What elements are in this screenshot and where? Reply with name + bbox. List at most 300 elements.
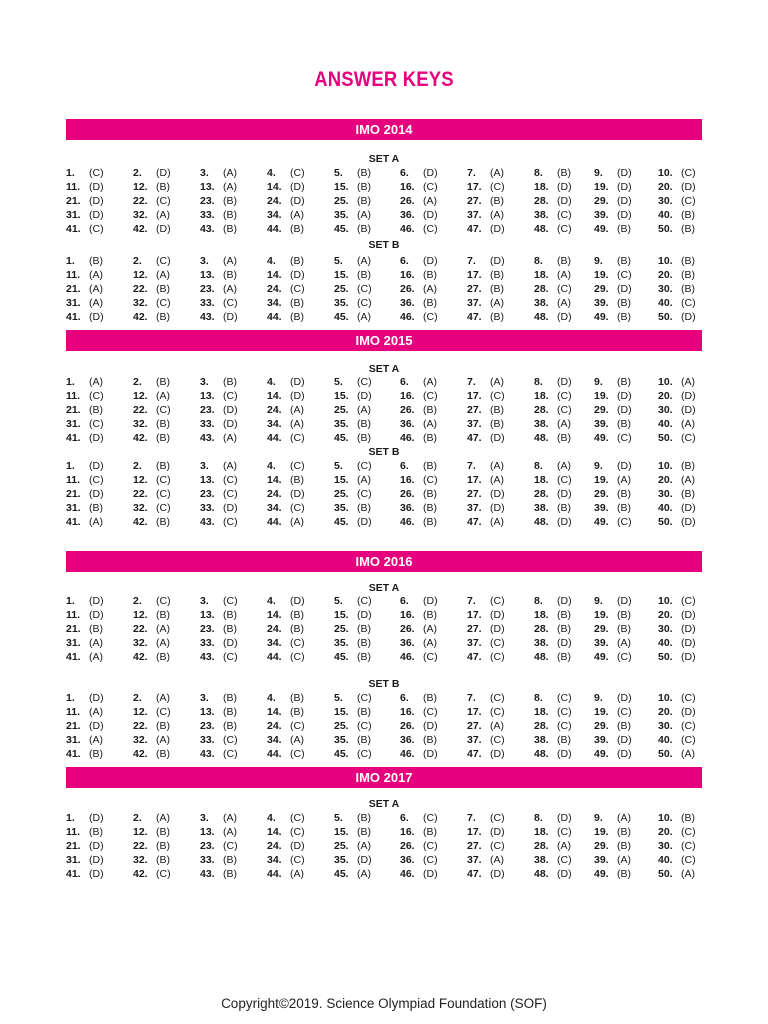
answer-item [594,389,632,403]
answer-item [133,282,170,296]
answer-option: (C) [89,474,104,486]
question-number: 24. [267,283,282,295]
answer-option: (B) [223,209,237,221]
answer-option: (D) [681,609,696,621]
answer-item [267,501,305,515]
answer-option: (B) [156,283,170,295]
answer-item [267,811,305,825]
question-number: 43. [200,432,215,444]
question-number: 42. [133,516,148,528]
answer-item [594,839,631,853]
question-number: 39. [594,209,609,221]
answer-option: (B) [423,609,437,621]
answer-item [267,473,304,487]
copyright-footer: Copyright©2019. Science Olympiad Foundation (SOF) [221,996,547,1011]
answer-item [200,650,238,664]
answer-option: (C) [290,651,305,663]
question-number: 16. [400,390,415,402]
answer-option: (D) [617,283,632,295]
question-number: 39. [594,734,609,746]
answer-option: (B) [156,181,170,193]
question-number: 43. [200,868,215,880]
answer-item [400,194,437,208]
answer-option: (C) [681,734,696,746]
answer-item [133,389,170,403]
question-number: 2. [133,167,142,179]
question-number: 35. [334,297,349,309]
question-number: 21. [66,840,81,852]
answer-item [594,282,632,296]
answer-item [467,194,504,208]
question-number: 46. [400,432,415,444]
question-number: 27. [467,488,482,500]
answer-item [267,403,304,417]
answer-item [400,515,437,529]
question-number: 30. [658,488,673,500]
answer-option: (D) [89,195,104,207]
answer-item [133,650,170,664]
answer-item [334,268,371,282]
question-number: 39. [594,637,609,649]
answer-option: (A) [290,868,304,880]
answer-item [467,431,505,445]
answer-item [200,208,237,222]
answer-item [267,691,304,705]
answer-item [200,719,237,733]
answer-item [534,650,571,664]
question-number: 11. [66,474,81,486]
answer-item [66,650,103,664]
question-number: 14. [267,609,282,621]
answer-item [334,310,371,324]
answer-item [334,431,371,445]
answer-option: (B) [617,609,631,621]
answer-item [658,375,695,389]
answer-option: (B) [89,404,103,416]
answer-item [66,733,103,747]
answer-item [658,853,696,867]
answer-option: (C) [223,734,238,746]
answer-item [594,650,632,664]
answer-item [658,268,695,282]
answer-option: (A) [681,748,695,760]
question-number: 41. [66,516,81,528]
question-number: 34. [267,854,282,866]
answer-item [66,459,104,473]
question-number: 44. [267,868,282,880]
question-number: 32. [133,418,148,430]
answer-option: (A) [156,734,170,746]
answer-option: (B) [290,692,304,704]
answer-item [534,811,572,825]
answer-option: (B) [423,297,437,309]
answer-option: (C) [681,720,696,732]
answer-option: (A) [290,516,304,528]
answer-item [467,254,505,268]
answer-item [200,487,238,501]
question-number: 40. [658,734,673,746]
question-number: 42. [133,651,148,663]
answer-option: (B) [490,311,504,323]
answer-item [534,473,572,487]
question-number: 7. [467,460,476,472]
answer-item [66,825,103,839]
answer-item [200,733,238,747]
question-number: 45. [334,311,349,323]
question-number: 36. [400,854,415,866]
answer-item [594,733,632,747]
answer-item [66,310,104,324]
answer-item [133,608,170,622]
answer-item [267,747,305,761]
answer-option: (D) [557,595,572,607]
answer-option: (B) [357,223,371,235]
question-number: 16. [400,474,415,486]
answer-item [334,636,371,650]
answer-option: (B) [290,255,304,267]
answer-option: (B) [423,460,437,472]
answer-item [200,691,237,705]
answer-item [200,296,238,310]
answer-item [400,719,438,733]
question-number: 12. [133,706,148,718]
answer-option: (B) [223,706,237,718]
answer-option: (D) [89,720,104,732]
answer-option: (C) [423,474,438,486]
answer-option: (B) [357,195,371,207]
answer-option: (D) [617,748,632,760]
answer-option: (A) [423,195,437,207]
answer-item [400,296,437,310]
answer-option: (C) [290,502,305,514]
answer-item [66,431,104,445]
question-number: 11. [66,609,81,621]
question-number: 50. [658,432,673,444]
answer-option: (B) [557,623,571,635]
answer-option: (D) [617,404,632,416]
question-number: 6. [400,255,409,267]
page-title: ANSWER KEYS [314,68,454,91]
answer-item [66,180,104,194]
question-number: 35. [334,734,349,746]
question-number: 38. [534,502,549,514]
answer-item [267,867,304,881]
answer-option: (A) [156,692,170,704]
answer-item [658,839,696,853]
question-number: 49. [594,868,609,880]
answer-item [133,208,170,222]
question-number: 11. [66,826,81,838]
answer-item [400,208,438,222]
question-number: 13. [200,474,215,486]
answer-item [133,705,171,719]
answer-item [200,811,237,825]
question-number: 23. [200,283,215,295]
answer-option: (C) [557,854,572,866]
question-number: 41. [66,651,81,663]
answer-option: (D) [357,390,372,402]
question-number: 3. [200,812,209,824]
answer-item [400,636,437,650]
answer-option: (C) [223,474,238,486]
answer-option: (D) [89,840,104,852]
answer-option: (A) [681,474,695,486]
question-number: 26. [400,404,415,416]
answer-option: (B) [557,651,571,663]
answer-item [594,811,631,825]
answer-item [66,853,104,867]
question-number: 31. [66,854,81,866]
answer-option: (C) [557,209,572,221]
answer-item [133,501,171,515]
answer-item [400,389,438,403]
question-number: 20. [658,390,673,402]
answer-option: (B) [223,868,237,880]
answer-option: (D) [490,255,505,267]
answer-option: (D) [290,595,305,607]
answer-item [594,166,632,180]
question-number: 9. [594,692,603,704]
answer-item [594,375,631,389]
answer-item [133,222,171,236]
answer-item [658,222,695,236]
question-number: 37. [467,734,482,746]
answer-option: (D) [89,609,104,621]
answer-item [267,594,305,608]
question-number: 14. [267,474,282,486]
answer-item [200,389,238,403]
answer-item [534,853,572,867]
answer-option: (B) [89,826,103,838]
answer-item [267,825,305,839]
answer-option: (A) [357,868,371,880]
answer-option: (D) [89,460,104,472]
question-number: 46. [400,868,415,880]
question-number: 34. [267,637,282,649]
answer-item [534,296,571,310]
answer-option: (D) [617,595,632,607]
question-number: 47. [467,868,482,880]
answer-item [594,608,631,622]
answer-option: (D) [156,167,171,179]
question-number: 32. [133,637,148,649]
answer-item [267,608,304,622]
answer-item [66,622,103,636]
question-number: 40. [658,854,673,866]
question-number: 21. [66,283,81,295]
answer-item [267,222,304,236]
question-number: 22. [133,720,148,732]
question-number: 21. [66,195,81,207]
answer-item [534,839,571,853]
answer-option: (A) [423,623,437,635]
question-number: 12. [133,474,148,486]
answer-option: (C) [490,595,505,607]
answer-option: (B) [223,609,237,621]
question-number: 36. [400,637,415,649]
answer-option: (C) [617,269,632,281]
answer-item [267,417,304,431]
answer-item [594,403,632,417]
answer-option: (D) [223,637,238,649]
answer-item [658,515,696,529]
question-number: 25. [334,404,349,416]
answer-item [133,719,170,733]
answer-option: (A) [156,637,170,649]
question-number: 33. [200,734,215,746]
answer-item [534,705,572,719]
question-number: 15. [334,706,349,718]
question-number: 14. [267,706,282,718]
question-number: 18. [534,474,549,486]
answer-item [400,733,437,747]
question-number: 2. [133,595,142,607]
answer-item [334,375,372,389]
answer-option: (C) [290,812,305,824]
answer-option: (A) [290,404,304,416]
answer-item [133,487,171,501]
answer-item [66,268,103,282]
answer-option: (B) [617,720,631,732]
answer-item [200,515,238,529]
set-label: SET A [368,153,400,165]
answer-item [334,194,371,208]
question-number: 37. [467,209,482,221]
question-number: 34. [267,502,282,514]
answer-item [66,282,103,296]
answer-option: (A) [490,474,504,486]
question-number: 31. [66,297,81,309]
answer-item [467,811,505,825]
question-number: 30. [658,720,673,732]
answer-item [200,194,237,208]
answer-option: (C) [423,390,438,402]
answer-item [334,733,371,747]
answer-item [534,208,572,222]
answer-option: (A) [423,418,437,430]
answer-option: (D) [490,223,505,235]
answer-option: (B) [290,609,304,621]
answer-item [267,705,304,719]
question-number: 10. [658,692,673,704]
answer-option: (B) [156,418,170,430]
answer-option: (A) [557,418,571,430]
answer-item [467,501,505,515]
set-label: SET A [368,363,400,375]
question-number: 28. [534,283,549,295]
question-number: 27. [467,840,482,852]
answer-option: (C) [423,812,438,824]
question-number: 28. [534,623,549,635]
answer-option: (D) [617,692,632,704]
answer-option: (C) [557,404,572,416]
answer-item [133,811,170,825]
question-number: 36. [400,297,415,309]
answer-option: (D) [490,868,505,880]
answer-item [467,389,505,403]
answer-item [400,622,437,636]
answer-item [594,825,631,839]
answer-option: (B) [223,720,237,732]
answer-item [66,608,104,622]
answer-item [200,417,238,431]
answer-option: (B) [357,502,371,514]
question-number: 23. [200,720,215,732]
question-number: 13. [200,390,215,402]
answer-option: (B) [357,812,371,824]
question-number: 50. [658,516,673,528]
answer-item [658,473,695,487]
question-number: 39. [594,297,609,309]
question-number: 44. [267,432,282,444]
question-number: 13. [200,609,215,621]
answer-option: (D) [89,692,104,704]
answer-item [594,194,632,208]
answer-option: (D) [557,376,572,388]
answer-option: (A) [223,812,237,824]
question-number: 5. [334,167,343,179]
answer-item [200,403,238,417]
question-number: 42. [133,223,148,235]
question-number: 22. [133,488,148,500]
question-number: 45. [334,516,349,528]
answer-option: (D) [423,209,438,221]
answer-item [594,310,631,324]
answer-item [467,473,504,487]
answer-item [200,825,237,839]
answer-item [658,310,696,324]
answer-item [133,254,171,268]
answer-item [200,166,237,180]
question-number: 11. [66,269,81,281]
question-number: 45. [334,748,349,760]
answer-item [467,310,504,324]
answer-option: (C) [557,223,572,235]
answer-option: (D) [557,748,572,760]
answer-item [467,268,504,282]
answer-option: (C) [357,297,372,309]
answer-item [133,459,170,473]
answer-option: (D) [423,595,438,607]
answer-item [400,254,438,268]
answer-item [658,705,696,719]
answer-item [534,608,571,622]
answer-item [658,650,696,664]
question-number: 1. [66,812,75,824]
answer-option: (A) [290,209,304,221]
answer-option: (A) [357,474,371,486]
answer-item [66,515,103,529]
answer-option: (A) [490,720,504,732]
question-number: 48. [534,748,549,760]
answer-option: (C) [156,195,171,207]
question-number: 19. [594,474,609,486]
question-number: 25. [334,720,349,732]
answer-item [594,180,632,194]
question-number: 4. [267,376,276,388]
answer-item [400,222,438,236]
question-number: 48. [534,432,549,444]
answer-item [334,825,371,839]
answer-option: (C) [617,651,632,663]
answer-item [658,180,696,194]
question-number: 14. [267,181,282,193]
answer-option: (C) [423,223,438,235]
answer-item [400,180,438,194]
answer-item [467,747,505,761]
answer-option: (A) [89,297,103,309]
question-number: 15. [334,609,349,621]
